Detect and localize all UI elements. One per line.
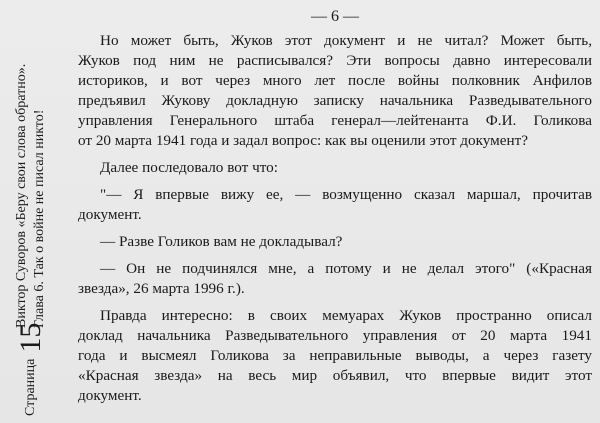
page-sidebar <box>0 0 62 423</box>
text-line: Жуков под ним не расписывался? Эти вопросы давно интересовали <box>78 52 592 69</box>
text-line: Далее последовало вот что: <box>100 159 278 176</box>
paragraph <box>78 31 592 151</box>
page-label: Страница <box>23 358 38 416</box>
text-line: — Он не подчинялся мне, а потому и не делал этого" («Красная <box>100 260 592 277</box>
text-line: Но может быть, Жуков этот документ и не читал? Может быть, <box>100 32 592 49</box>
text-column <box>78 6 592 413</box>
text-line: звезда», 26 марта 1996 г.). <box>78 280 245 297</box>
paragraph <box>78 232 592 252</box>
text-line: Правда интересно: в своих мемуарах Жуков пространно описал <box>100 307 592 324</box>
text-line: — Разве Голиков вам не докладывал? <box>100 233 343 250</box>
paragraph <box>78 306 592 406</box>
book-meta <box>4 64 58 328</box>
text-line: года и высмеял Голикова за неправильные выводы, а через газету <box>78 347 592 364</box>
paragraph <box>78 185 592 225</box>
text-line: доклад начальника Разведывательного управления от 20 марта 1941 <box>78 327 592 344</box>
paragraph <box>78 259 592 299</box>
book-title: Виктор Суворов «Беру свои слова обратно». <box>14 63 29 328</box>
paragraph <box>78 158 592 178</box>
sidebar-rotated-block <box>4 8 58 418</box>
text-line: "— Я впервые вижу ее, — возмущенно сказал маршал, прочитав <box>100 186 592 203</box>
text-line: историков, и вот через много лет после войны полковник Анфилов <box>78 72 592 89</box>
text-line: предъявил Жукову докладную записку начальника Разведывательного <box>78 92 592 109</box>
chapter-title: Глава 6. Так о войне не писал никто! <box>32 109 47 328</box>
text-line: документ. <box>78 206 142 223</box>
page-header-marker: — 6 — <box>311 8 359 25</box>
page-number-block <box>4 322 58 418</box>
text-line: «Красная звезда» на весь мир объявил, что впервые видит этот <box>78 367 592 384</box>
text-line: управления Генерального штаба генерал—лейтенанта Ф.И. Голикова <box>78 112 592 129</box>
text-line: от 20 марта 1941 года и задал вопрос: как вы оценили этот документ? <box>78 132 528 149</box>
text-line: документ. <box>78 387 142 404</box>
page-number: 15 <box>14 322 47 353</box>
